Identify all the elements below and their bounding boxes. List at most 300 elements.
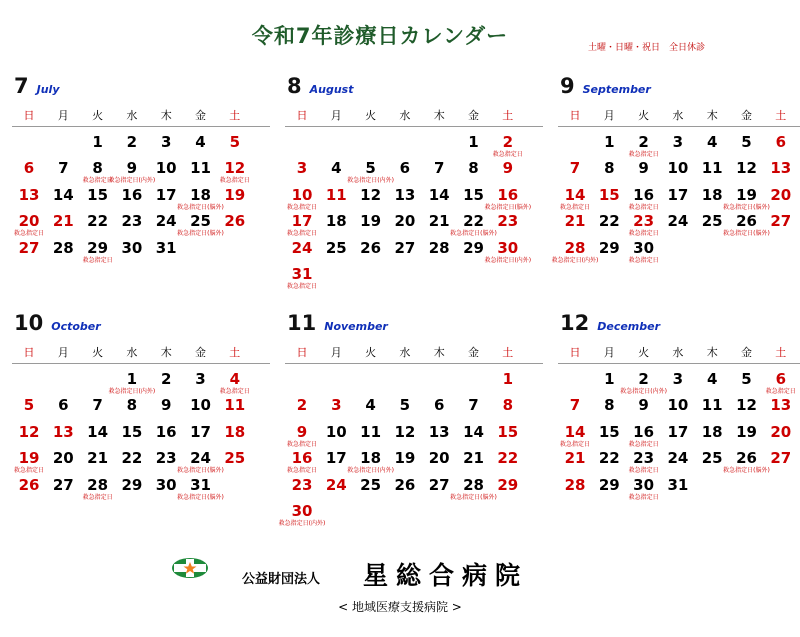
day-number: 12 bbox=[360, 185, 382, 204]
day-number: 24 bbox=[190, 449, 211, 468]
emergency-day-note: 救急指定日 bbox=[13, 230, 44, 238]
day-cell bbox=[46, 239, 80, 257]
day-number: 11 bbox=[701, 159, 723, 178]
day-number: 15 bbox=[598, 422, 620, 441]
day-number: 21 bbox=[428, 212, 450, 231]
month-number: 11 bbox=[287, 311, 317, 335]
day-cell bbox=[319, 396, 353, 414]
day-number: 25 bbox=[701, 449, 723, 468]
day-number: 27 bbox=[52, 475, 74, 494]
day-number: 22 bbox=[87, 212, 109, 231]
day-number: 7 bbox=[468, 396, 479, 415]
day-number: 27 bbox=[18, 238, 40, 257]
weekday-label: 土 bbox=[502, 109, 514, 122]
day-number: 28 bbox=[564, 238, 586, 257]
day-number: 4 bbox=[706, 133, 718, 151]
day-cell bbox=[627, 186, 661, 211]
day-cell bbox=[764, 449, 798, 467]
day-cell bbox=[149, 212, 183, 230]
day-cell bbox=[558, 159, 592, 177]
day-cell bbox=[592, 239, 626, 257]
day-number: 17 bbox=[325, 449, 347, 468]
day-number: 9 bbox=[502, 159, 514, 178]
day-number: 21 bbox=[564, 212, 586, 231]
weekday-label: 金 bbox=[468, 109, 479, 122]
day-cell bbox=[627, 396, 661, 414]
day-cell bbox=[491, 159, 525, 177]
month-number: 12 bbox=[560, 311, 590, 335]
day-number: 10 bbox=[667, 159, 689, 178]
day-number: 2 bbox=[126, 133, 138, 151]
day-number: 9 bbox=[296, 422, 308, 441]
day-cell bbox=[627, 449, 661, 474]
weekday-label: 木 bbox=[706, 109, 718, 122]
day-cell bbox=[12, 476, 46, 494]
emergency-day-note: 救急指定日 bbox=[13, 467, 44, 475]
day-number: 15 bbox=[598, 185, 620, 204]
day-cell bbox=[108, 159, 156, 185]
emergency-day-note: 救急指定日 bbox=[628, 440, 659, 448]
day-number: 31 bbox=[155, 238, 177, 257]
weekday-label: 木 bbox=[433, 109, 445, 122]
day-number: 14 bbox=[87, 422, 109, 441]
day-cell bbox=[177, 475, 224, 501]
day-number: 25 bbox=[360, 475, 382, 494]
day-number: 19 bbox=[360, 212, 382, 231]
day-cell bbox=[81, 476, 115, 501]
month-8 bbox=[285, 74, 545, 308]
day-number: 6 bbox=[775, 133, 787, 151]
emergency-day-note: 救急指定日(内外) bbox=[108, 177, 156, 185]
day-number: 18 bbox=[190, 185, 211, 204]
day-cell bbox=[218, 159, 252, 184]
day-cell bbox=[278, 502, 326, 527]
month-number: 7 bbox=[14, 74, 29, 98]
day-number: 1 bbox=[126, 370, 138, 388]
day-number: 8 bbox=[126, 396, 138, 415]
weekday-label: 水 bbox=[126, 109, 138, 122]
emergency-day-note: 救急指定日 bbox=[559, 203, 590, 211]
day-cell bbox=[46, 159, 80, 177]
day-number: 24 bbox=[291, 238, 313, 257]
day-cell bbox=[457, 449, 491, 467]
day-cell bbox=[12, 159, 46, 177]
day-cell bbox=[592, 476, 626, 494]
day-number: 30 bbox=[497, 238, 519, 257]
day-number: 5 bbox=[399, 396, 411, 415]
day-number: 25 bbox=[224, 449, 246, 468]
day-number: 7 bbox=[569, 159, 581, 178]
organization-type: 公益財団法人 bbox=[242, 572, 321, 587]
day-cell bbox=[81, 133, 115, 151]
day-cell bbox=[558, 212, 592, 230]
day-cell bbox=[218, 133, 252, 151]
day-cell bbox=[354, 186, 388, 204]
day-cell bbox=[627, 212, 661, 237]
day-number: 19 bbox=[736, 422, 757, 441]
month-name: September bbox=[582, 83, 651, 96]
day-cell bbox=[184, 159, 218, 177]
weekday-label: 火 bbox=[638, 346, 650, 359]
weekday-label: 金 bbox=[741, 346, 752, 359]
day-number: 27 bbox=[394, 238, 416, 257]
day-number: 6 bbox=[23, 159, 35, 178]
day-number: 8 bbox=[604, 159, 615, 178]
day-number: 22 bbox=[598, 212, 620, 231]
month-number: 8 bbox=[287, 74, 302, 98]
day-cell bbox=[592, 212, 626, 230]
day-number: 4 bbox=[706, 370, 718, 388]
weekday-label: 日 bbox=[23, 346, 35, 359]
day-number: 17 bbox=[667, 422, 689, 441]
day-cell bbox=[115, 396, 149, 414]
month-header bbox=[560, 311, 660, 335]
day-cell bbox=[388, 423, 422, 441]
emergency-day-note: 救急指定日 bbox=[219, 177, 250, 185]
hospital-designation: < 地域医療支援病院 > bbox=[338, 600, 462, 614]
day-number: 11 bbox=[325, 185, 347, 204]
footer bbox=[170, 548, 590, 592]
day-number: 5 bbox=[741, 370, 752, 388]
day-number: 6 bbox=[433, 396, 445, 415]
day-cell bbox=[764, 159, 798, 177]
day-cell bbox=[285, 423, 319, 448]
day-number: 18 bbox=[360, 449, 382, 468]
day-number: 12 bbox=[224, 159, 246, 178]
weekday-label: 土 bbox=[229, 346, 241, 359]
day-number: 31 bbox=[291, 265, 313, 283]
day-number: 26 bbox=[736, 449, 757, 468]
month-name: August bbox=[309, 83, 354, 96]
day-number: 27 bbox=[770, 212, 792, 231]
emergency-day-note: 救急指定日 bbox=[628, 256, 659, 264]
day-cell bbox=[115, 186, 149, 204]
day-cell bbox=[149, 423, 183, 441]
day-cell bbox=[12, 423, 46, 441]
day-number: 16 bbox=[633, 422, 655, 441]
day-cell bbox=[627, 476, 661, 501]
month-number: 9 bbox=[560, 74, 575, 98]
weekday-label: 土 bbox=[229, 109, 241, 122]
day-cell bbox=[450, 475, 497, 501]
day-cell bbox=[627, 159, 661, 177]
day-cell bbox=[457, 396, 491, 414]
day-number: 5 bbox=[365, 159, 376, 178]
day-cell bbox=[695, 212, 729, 230]
day-number: 6 bbox=[58, 396, 69, 415]
day-number: 3 bbox=[331, 396, 342, 415]
day-number: 24 bbox=[667, 212, 689, 231]
day-cell bbox=[388, 239, 422, 257]
day-cell bbox=[46, 449, 80, 467]
day-number: 14 bbox=[564, 185, 586, 204]
day-cell bbox=[149, 476, 183, 494]
day-number: 23 bbox=[633, 212, 655, 231]
day-cell bbox=[457, 133, 491, 151]
day-cell bbox=[81, 449, 115, 467]
day-cell bbox=[184, 396, 218, 414]
day-cell bbox=[354, 239, 388, 257]
weekday-label: 木 bbox=[706, 346, 718, 359]
day-number: 28 bbox=[564, 475, 586, 494]
day-cell bbox=[457, 186, 491, 204]
weekday-label: 日 bbox=[569, 346, 581, 359]
day-number: 20 bbox=[770, 422, 792, 441]
day-number: 30 bbox=[633, 238, 655, 257]
day-cell bbox=[218, 449, 252, 467]
day-number: 10 bbox=[190, 396, 211, 415]
day-number: 22 bbox=[598, 449, 620, 468]
day-cell bbox=[184, 370, 218, 388]
day-number: 2 bbox=[638, 370, 649, 388]
weekday-label: 水 bbox=[672, 109, 684, 122]
day-cell bbox=[347, 159, 394, 185]
day-number: 18 bbox=[701, 422, 723, 441]
day-cell bbox=[422, 212, 456, 230]
day-number: 27 bbox=[770, 449, 792, 468]
emergency-day-note: 救急指定日 bbox=[82, 493, 113, 501]
header-divider bbox=[12, 126, 270, 127]
emergency-day-note: 救急指定日(内外) bbox=[278, 520, 326, 527]
day-number: 30 bbox=[121, 238, 143, 257]
hospital-name: 星総合病院 bbox=[363, 561, 529, 590]
day-number: 14 bbox=[564, 422, 586, 441]
emergency-day-note: 救急指定日(内外) bbox=[347, 467, 394, 475]
day-number: 20 bbox=[428, 449, 450, 468]
day-cell bbox=[457, 423, 491, 441]
emergency-day-note: 救急指定日(脳外) bbox=[723, 203, 770, 211]
day-cell bbox=[218, 396, 252, 414]
weekday-label: 火 bbox=[365, 346, 377, 359]
day-cell bbox=[695, 449, 729, 467]
day-cell bbox=[695, 396, 729, 414]
month-number: 10 bbox=[14, 311, 44, 335]
day-number: 20 bbox=[770, 185, 792, 204]
day-number: 21 bbox=[564, 449, 586, 468]
day-number: 5 bbox=[741, 133, 752, 151]
day-number: 26 bbox=[360, 238, 382, 257]
day-cell bbox=[81, 186, 115, 204]
day-cell bbox=[627, 133, 661, 158]
weekday-label: 金 bbox=[741, 109, 752, 122]
emergency-day-note: 救急指定日 bbox=[628, 230, 659, 238]
day-number: 24 bbox=[325, 475, 347, 494]
day-cell bbox=[388, 396, 422, 414]
emergency-day-note: 救急指定日 bbox=[628, 151, 659, 158]
day-number: 2 bbox=[160, 370, 172, 388]
day-number: 5 bbox=[229, 133, 241, 151]
day-number: 21 bbox=[52, 212, 74, 231]
day-cell bbox=[661, 212, 695, 230]
day-cell bbox=[457, 159, 491, 177]
day-cell bbox=[388, 212, 422, 230]
day-cell bbox=[723, 212, 770, 238]
day-number: 1 bbox=[604, 370, 615, 388]
header-divider bbox=[558, 126, 800, 127]
day-number: 2 bbox=[502, 133, 514, 151]
weekday-label: 火 bbox=[92, 346, 104, 359]
day-cell bbox=[592, 159, 626, 177]
day-cell bbox=[108, 370, 156, 395]
day-number: 29 bbox=[598, 475, 620, 494]
day-cell bbox=[422, 159, 456, 177]
day-number: 7 bbox=[58, 159, 69, 178]
day-number: 7 bbox=[433, 159, 445, 178]
day-cell bbox=[46, 212, 80, 230]
day-cell bbox=[46, 396, 80, 414]
weekday-label: 水 bbox=[399, 346, 411, 359]
day-cell bbox=[723, 185, 770, 211]
day-number: 28 bbox=[52, 238, 74, 257]
day-number: 11 bbox=[360, 422, 382, 441]
day-cell bbox=[12, 239, 46, 257]
day-cell bbox=[764, 212, 798, 230]
day-cell bbox=[730, 133, 764, 151]
day-cell bbox=[149, 239, 183, 257]
weekday-label: 月 bbox=[57, 109, 69, 122]
day-number: 15 bbox=[121, 422, 143, 441]
header-divider bbox=[558, 363, 800, 364]
day-cell bbox=[764, 133, 798, 151]
emergency-day-note: 救急指定日(脳外) bbox=[723, 467, 770, 475]
weekday-label: 月 bbox=[57, 346, 69, 359]
day-cell bbox=[149, 133, 183, 151]
header-divider bbox=[285, 363, 543, 364]
emergency-day-note: 救急指定日 bbox=[82, 177, 113, 185]
day-cell bbox=[218, 212, 252, 230]
day-number: 13 bbox=[18, 185, 40, 204]
emergency-day-note: 救急指定日 bbox=[286, 283, 317, 290]
day-cell bbox=[457, 239, 491, 257]
day-number: 6 bbox=[399, 159, 411, 178]
day-number: 1 bbox=[468, 133, 479, 151]
day-number: 21 bbox=[463, 449, 484, 468]
day-number: 22 bbox=[497, 449, 519, 468]
day-cell bbox=[558, 423, 592, 448]
day-number: 29 bbox=[497, 475, 519, 494]
day-cell bbox=[388, 476, 422, 494]
day-number: 3 bbox=[195, 370, 206, 388]
day-cell bbox=[558, 476, 592, 494]
day-cell bbox=[661, 476, 695, 494]
day-cell bbox=[491, 133, 525, 158]
emergency-day-note: 救急指定日(脳外) bbox=[177, 203, 224, 211]
day-cell bbox=[46, 476, 80, 494]
month-10 bbox=[12, 311, 272, 545]
month-header bbox=[14, 74, 60, 98]
day-cell bbox=[177, 185, 224, 211]
day-cell bbox=[422, 396, 456, 414]
day-number: 7 bbox=[569, 396, 581, 415]
day-number: 15 bbox=[463, 185, 484, 204]
day-number: 26 bbox=[394, 475, 416, 494]
day-number: 1 bbox=[92, 133, 103, 151]
month-9 bbox=[551, 74, 800, 308]
day-number: 30 bbox=[155, 475, 177, 494]
emergency-day-note: 救急指定日 bbox=[286, 467, 317, 475]
emergency-day-note: 救急指定日(脳外) bbox=[450, 230, 497, 238]
day-cell bbox=[319, 186, 353, 204]
day-number: 15 bbox=[497, 422, 519, 441]
day-cell bbox=[764, 423, 798, 441]
weekday-label: 月 bbox=[603, 346, 615, 359]
day-number: 13 bbox=[770, 396, 792, 415]
day-number: 12 bbox=[394, 422, 416, 441]
emergency-day-note: 救急指定日 bbox=[82, 256, 113, 264]
day-number: 4 bbox=[331, 159, 342, 178]
day-cell bbox=[695, 159, 729, 177]
closed-days-note: 土曜・日曜・祝日 全日休診 bbox=[588, 43, 706, 53]
weekday-label: 日 bbox=[569, 109, 581, 122]
day-number: 29 bbox=[463, 238, 484, 257]
day-number: 10 bbox=[667, 396, 689, 415]
day-number: 10 bbox=[325, 422, 347, 441]
day-cell bbox=[354, 396, 388, 414]
day-cell bbox=[558, 186, 592, 211]
day-cell bbox=[620, 370, 667, 395]
day-cell bbox=[81, 423, 115, 441]
emergency-day-note: 救急指定日 bbox=[559, 440, 590, 448]
day-number: 20 bbox=[18, 212, 40, 231]
day-cell bbox=[149, 370, 183, 388]
weekday-label: 日 bbox=[23, 109, 35, 122]
day-cell bbox=[115, 423, 149, 441]
day-cell bbox=[491, 449, 525, 467]
day-cell bbox=[764, 396, 798, 414]
day-number: 7 bbox=[92, 396, 103, 415]
day-number: 13 bbox=[394, 185, 416, 204]
emergency-day-note: 救急指定日(内外) bbox=[108, 388, 156, 395]
weekday-label: 金 bbox=[195, 346, 206, 359]
day-number: 25 bbox=[190, 212, 211, 231]
weekday-label: 火 bbox=[638, 109, 650, 122]
day-cell bbox=[218, 370, 252, 395]
day-cell bbox=[285, 449, 319, 474]
emergency-day-note: 救急指定日 bbox=[286, 230, 317, 238]
day-number: 4 bbox=[229, 370, 241, 388]
weekday-label: 火 bbox=[92, 109, 104, 122]
day-number: 13 bbox=[428, 422, 450, 441]
day-cell bbox=[491, 212, 525, 230]
day-cell bbox=[285, 476, 319, 494]
day-number: 8 bbox=[604, 396, 615, 415]
day-number: 10 bbox=[155, 159, 177, 178]
day-number: 8 bbox=[502, 396, 514, 415]
day-cell bbox=[46, 423, 80, 441]
emergency-day-note: 救急指定日(脳外) bbox=[177, 230, 224, 238]
day-number: 18 bbox=[325, 212, 347, 231]
day-cell bbox=[319, 239, 353, 257]
day-cell bbox=[723, 449, 770, 475]
day-number: 6 bbox=[775, 370, 787, 388]
day-cell bbox=[592, 449, 626, 467]
weekday-label: 水 bbox=[672, 346, 684, 359]
day-number: 3 bbox=[160, 133, 172, 151]
emergency-day-note: 救急指定日 bbox=[492, 151, 523, 158]
day-cell bbox=[115, 476, 149, 494]
day-cell bbox=[450, 212, 497, 238]
day-cell bbox=[661, 159, 695, 177]
day-number: 5 bbox=[23, 396, 35, 415]
day-number: 26 bbox=[736, 212, 757, 231]
day-cell bbox=[627, 423, 661, 448]
day-cell bbox=[422, 476, 456, 494]
day-number: 11 bbox=[190, 159, 211, 178]
day-number: 12 bbox=[736, 396, 757, 415]
day-cell bbox=[285, 159, 319, 177]
day-number: 9 bbox=[638, 159, 649, 178]
day-cell bbox=[177, 449, 224, 475]
